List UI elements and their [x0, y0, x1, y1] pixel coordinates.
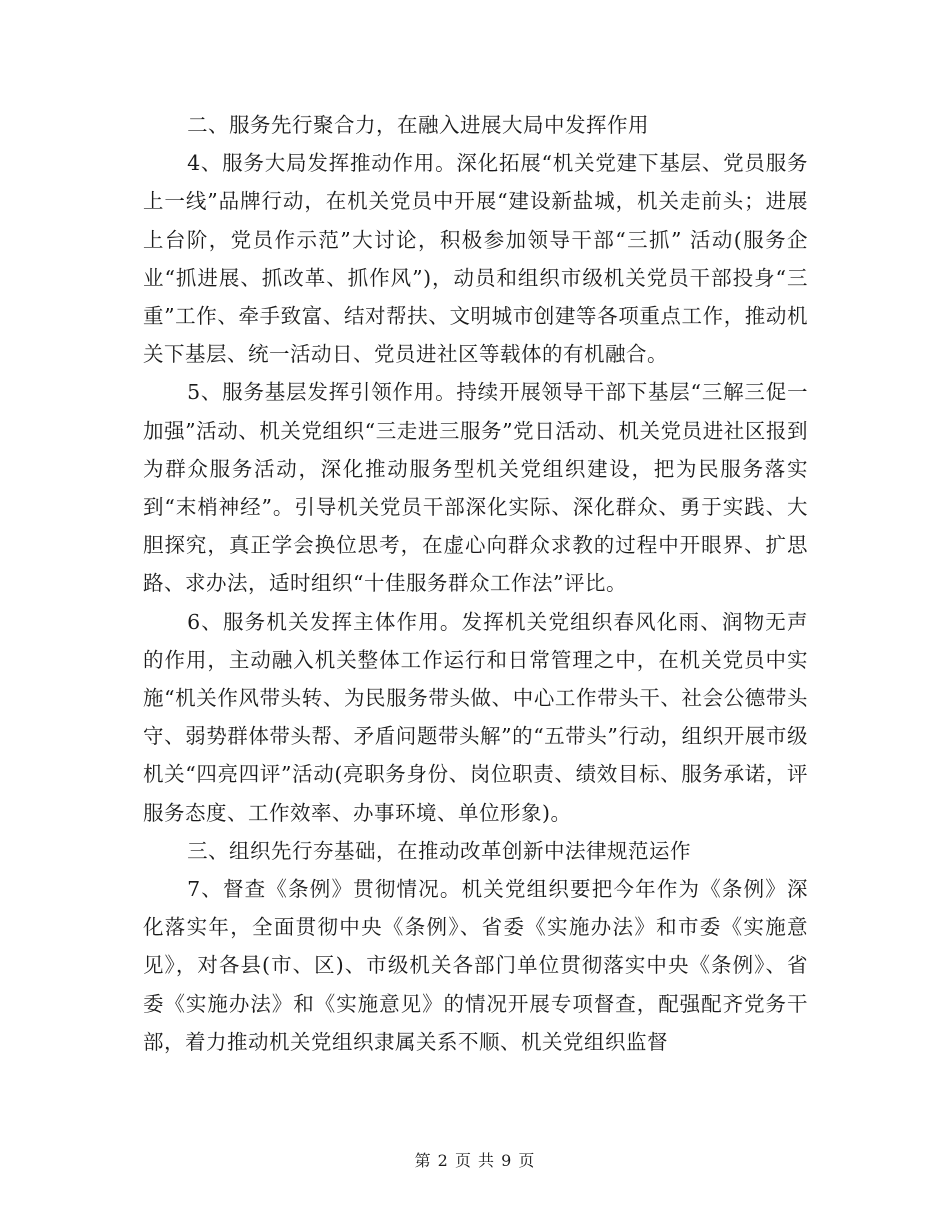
- paragraph-item-4: 4、服务大局发挥推动作用。深化拓展“机关党建下基层、党员服务上一线”品牌行动，在机关党员中开展“建设新盐城，机关走前头；进展上台阶，党员作示范”大讨论，积极参加领导干部“三抓” 活动(服务企业“抓进展、抓改革、抓作风”)，动员和组织市级机关党员干部投身“三重”工作、牵手致富、结对帮扶、文明城市创建等各项重点工作，推动机关下基层、统一活动日、党员进社区等载体的有机融合。: [143, 151, 808, 367]
- page-number-footer: 第 2 页 共 9 页: [414, 1151, 536, 1170]
- document-body: [143, 106, 808, 1061]
- section-heading-2: 二、服务先行聚合力，在融入进展大局中发挥作用: [187, 113, 650, 137]
- section-heading-3: 三、组织先行夯基础，在推动改革创新中法律规范运作: [187, 838, 692, 863]
- paragraph-item-7: 7、督查《条例》贯彻情况。机关党组织要把今年作为《条例》深化落实年，全面贯彻中央《条例》、省委《实施办法》和市委《实施意见》，对各县(市、区)、市级机关各部门单位贯彻落实中央《条例》、省委《实施办法》和《实施意见》的情况开展专项督查，配强配齐党务干部，着力推动机关党组织隶属关系不顺、机关党组织监督: [143, 877, 808, 1054]
- paragraph-item-5: 5、服务基层发挥引领作用。持续开展领导干部下基层“三解三促一加强”活动、机关党组织“三走进三服务”党日活动、机关党员进社区报到为群众服务活动，深化推动服务型机关党组织建设，把为民服务落实到“末梢神经”。引导机关党员干部深化实际、深化群众、勇于实践、大胆探究，真正学会换位思考，在虚心向群众求教的过程中开眼界、扩思路、求办法，适时组织“十佳服务群众工作法”评比。: [143, 380, 808, 596]
- paragraph-item-6: 6、服务机关发挥主体作用。发挥机关党组织春风化雨、润物无声的作用，主动融入机关整体工作运行和日常管理之中，在机关党员中实施“机关作风带头转、为民服务带头做、中心工作带头干、社会公德带头守、弱势群体带头帮、矛盾问题带头解”的“五带头”行动，组织开展市级机关“四亮四评”活动(亮职务身份、岗位职责、绩效目标、服务承诺，评服务态度、工作效率、办事环境、单位形象)。: [143, 609, 808, 825]
